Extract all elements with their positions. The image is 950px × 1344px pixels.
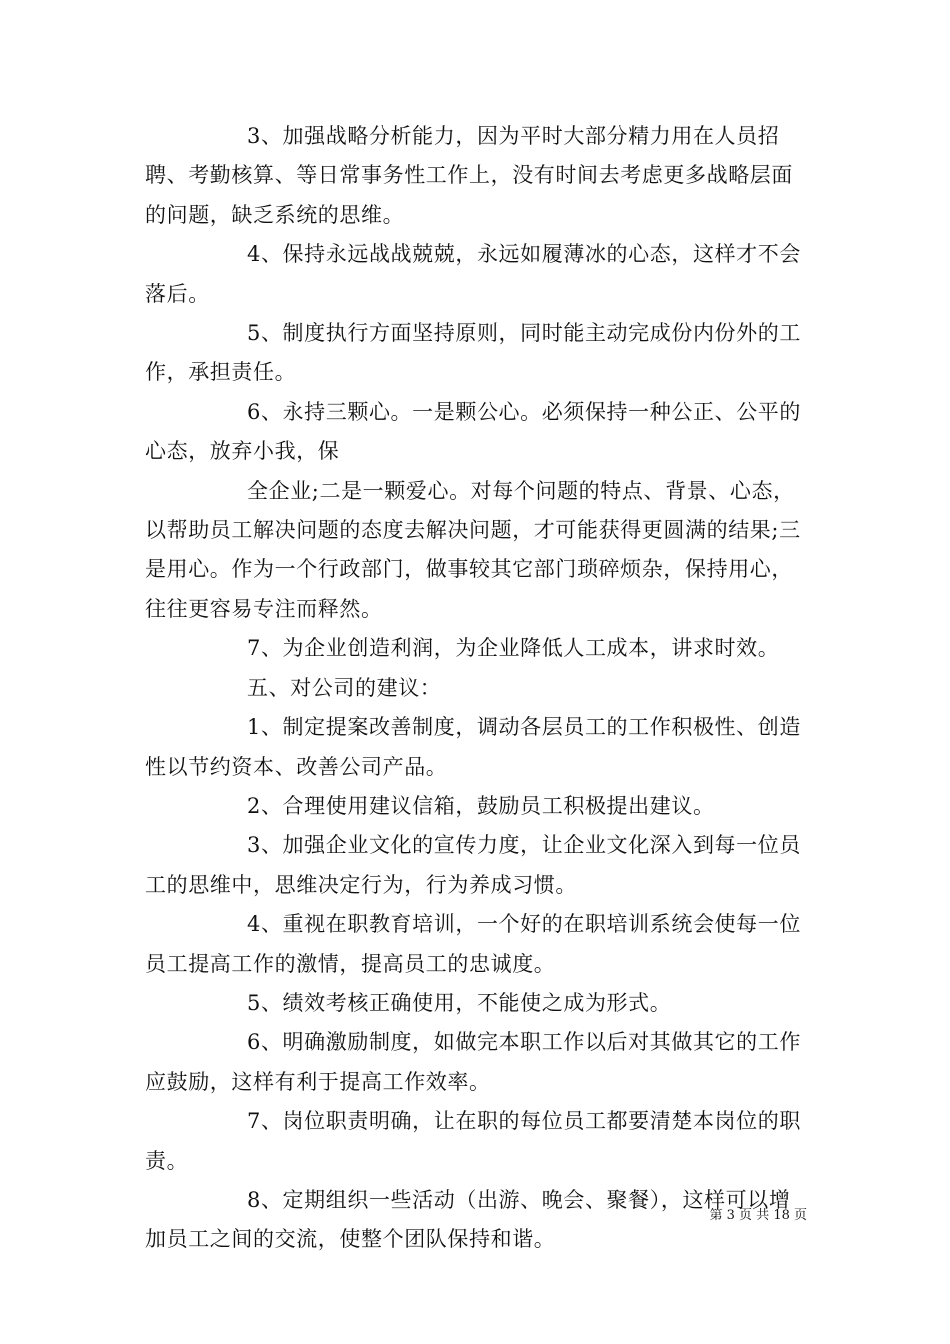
document-body (145, 117, 810, 1260)
paragraph: 4、重视在职教育培训，一个好的在职培训系统会使每一位员工提高工作的激情，提高员工的忠诚度。 (145, 912, 801, 976)
paragraph: 6、永持三颗心。一是颗公心。必须保持一种公正、公平的心态，放弃小我，保 (145, 399, 801, 464)
section-heading: 五、对公司的建议： (247, 675, 442, 700)
paragraph: 全企业;二是一颗爱心。对每个问题的特点、背景、心态，以帮助员工解决问题的态度去解决问题，才可能获得更圆满的结果;三是用心。作为一个行政部门，做事较其它部门琐碎烦杂，保持用心，往往更容易专注而释然。 (145, 478, 801, 621)
paragraph: 8、定期组织一些活动（出游、晚会、聚餐），这样可以增加员工之间的交流，使整个团队保持和谐。 (145, 1187, 791, 1252)
paragraph: 2、合理使用建议信箱，鼓励员工积极提出建议。 (247, 793, 715, 818)
page-number-footer: 第 3 页 共 18 页 (709, 1208, 807, 1223)
paragraph: 7、为企业创造利润，为企业降低人工成本，讲求时效。 (247, 636, 780, 661)
paragraph: 4、保持永远战战兢兢，永远如履薄冰的心态，这样才不会落后。 (145, 242, 801, 306)
paragraph: 3、加强战略分析能力，因为平时大部分精力用在人员招聘、考勤核算、等日常事务性工作上，没有时间去考虑更多战略层面的问题，缺乏系统的思维。 (145, 124, 793, 227)
paragraph: 3、加强企业文化的宣传力度，让企业文化深入到每一位员工的思维中，思维决定行为，行为养成习惯。 (145, 833, 801, 897)
paragraph: 1、制定提案改善制度，调动各层员工的工作积极性、创造性以节约资本、改善公司产品。 (145, 715, 801, 779)
paragraph: 5、制度执行方面坚持原则，同时能主动完成份内份外的工作，承担责任。 (145, 321, 801, 385)
paragraph: 6、明确激励制度，如做完本职工作以后对其做其它的工作应鼓励，这样有利于提高工作效率。 (145, 1030, 801, 1094)
paragraph: 7、岗位职责明确，让在职的每位员工都要清楚本岗位的职责。 (145, 1109, 801, 1173)
paragraph: 5、绩效考核正确使用，不能使之成为形式。 (247, 990, 672, 1015)
